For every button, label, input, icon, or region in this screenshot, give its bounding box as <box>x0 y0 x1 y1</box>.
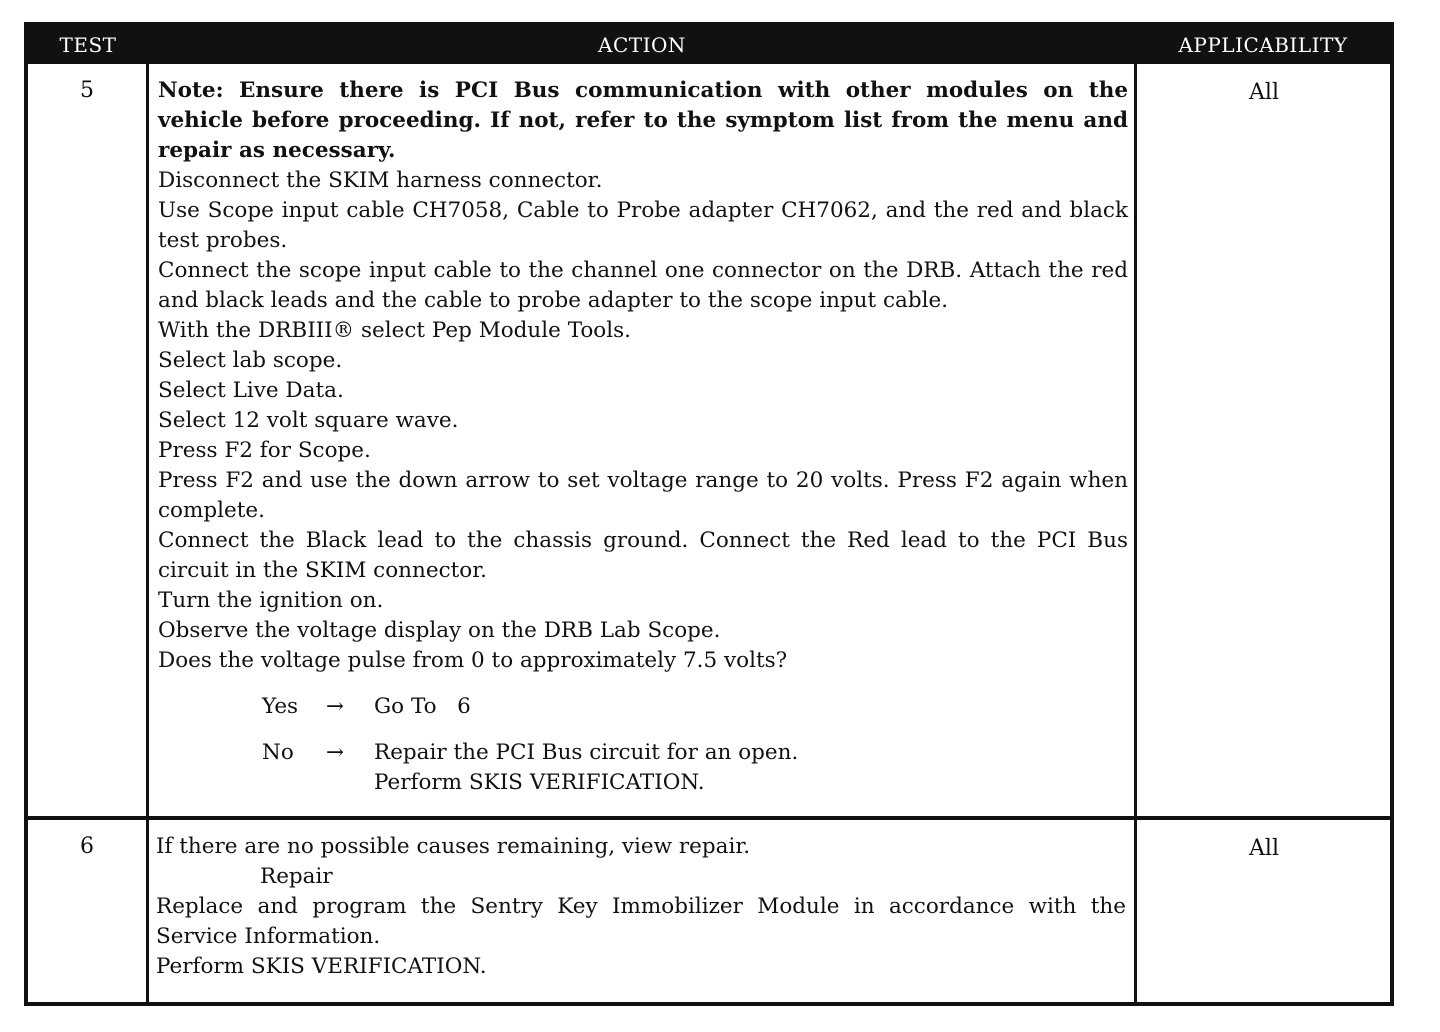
yes-result: Go To 6 <box>374 694 471 719</box>
step-text: Connect the scope input cable to the channel one connector on the DRB. Attach the red and black leads and the cable to probe adapter to the scope input cable. <box>158 258 1128 313</box>
question-text: Does the voltage pulse from 0 to approximately 7.5 volts? <box>158 648 788 673</box>
step-text: Select 12 volt square wave. <box>158 408 459 433</box>
table-header <box>28 26 1390 64</box>
table-row-test-5 <box>28 64 1390 816</box>
header-applicability: APPLICABILITY <box>1178 33 1348 57</box>
header-action: ACTION <box>598 33 686 57</box>
step-text: Disconnect the SKIM harness connector. <box>158 168 603 193</box>
table-row-test-6 <box>28 820 1390 1006</box>
no-result-verification: Perform SKIS VERIFICATION. <box>374 770 705 795</box>
step-text: Use Scope input cable CH7058, Cable to Probe adapter CH7062, and the red and black test probes. <box>158 198 1128 253</box>
repair-text: Replace and program the Sentry Key Immobilizer Module in accordance with the Service Information. <box>156 894 1126 949</box>
no-label: No <box>262 740 294 765</box>
arrow-right-icon: → <box>326 740 345 765</box>
step-text: Select lab scope. <box>158 348 343 373</box>
test-number: 5 <box>80 78 94 103</box>
step-text: With the DRBIII® select Pep Module Tools. <box>158 318 631 343</box>
intro-text: If there are no possible causes remaining, view repair. <box>156 834 751 859</box>
applicability-value: All <box>1249 80 1279 105</box>
step-text: Connect the Black lead to the chassis ground. Connect the Red lead to the PCI Bus circuit in the SKIM connector. <box>158 528 1128 583</box>
step-text: Press F2 for Scope. <box>158 438 371 463</box>
header-test: TEST <box>59 33 117 57</box>
test-number: 6 <box>80 834 94 859</box>
action-cell <box>156 832 1126 982</box>
yes-branch <box>158 692 1128 722</box>
arrow-right-icon: → <box>326 694 345 719</box>
step-text: Select Live Data. <box>158 378 344 403</box>
diagnostic-table <box>24 22 1394 1006</box>
no-result: Repair the PCI Bus circuit for an open. <box>374 740 799 765</box>
repair-label: Repair <box>260 864 333 889</box>
repair-verification: Perform SKIS VERIFICATION. <box>156 954 487 979</box>
yes-label: Yes <box>262 694 299 719</box>
step-text: Press F2 and use the down arrow to set voltage range to 20 volts. Press F2 again when complete. <box>158 468 1128 523</box>
note-text: Note: Ensure there is PCI Bus communication with other modules on the vehicle before proceeding. If not, refer to the symptom list from the menu and repair as necessary. <box>158 78 1128 163</box>
applicability-value: All <box>1249 836 1279 861</box>
no-branch <box>158 738 1128 798</box>
step-text: Turn the ignition on. <box>158 588 384 613</box>
action-cell <box>158 76 1128 798</box>
step-text: Observe the voltage display on the DRB Lab Scope. <box>158 618 721 643</box>
